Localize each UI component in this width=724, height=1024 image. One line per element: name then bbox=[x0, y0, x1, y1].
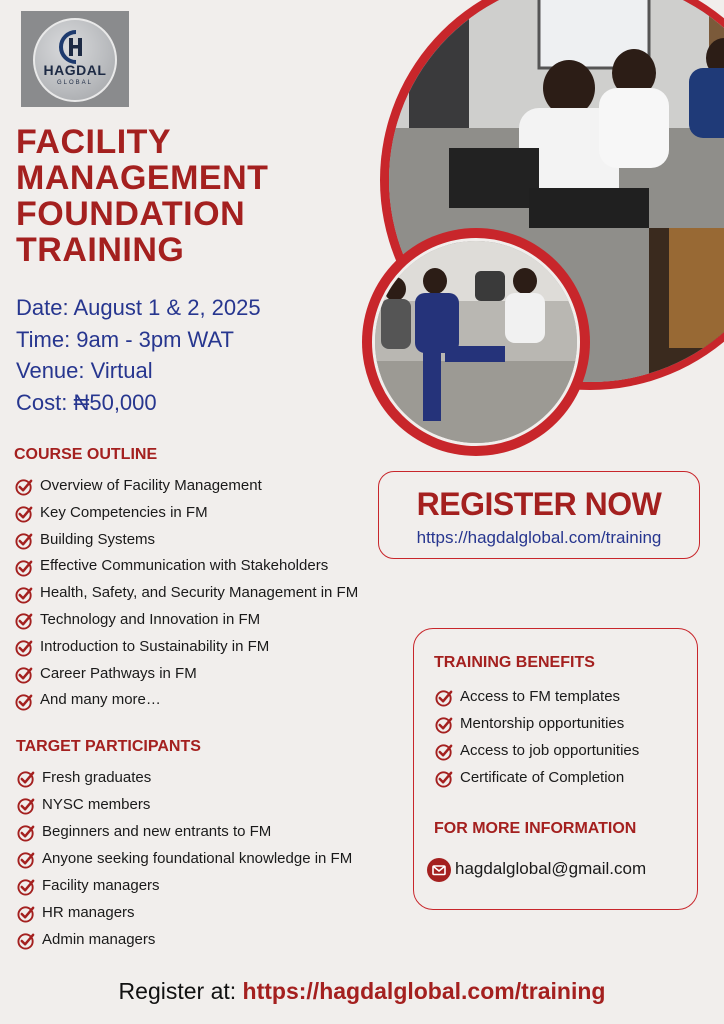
list-item-label: Overview of Facility Management bbox=[40, 477, 262, 494]
training-benefits-list bbox=[435, 683, 639, 791]
check-circle-icon bbox=[15, 692, 34, 711]
footer-register bbox=[0, 978, 724, 1005]
list-item-label: Admin managers bbox=[42, 931, 156, 948]
check-circle-icon bbox=[15, 531, 34, 550]
page-title bbox=[16, 124, 336, 268]
list-item bbox=[15, 553, 358, 580]
check-circle-icon bbox=[435, 769, 454, 788]
check-circle-icon bbox=[15, 558, 34, 577]
list-item-label: Fresh graduates bbox=[42, 769, 152, 786]
check-circle-icon bbox=[15, 477, 34, 496]
logo-subtitle: GLOBAL bbox=[56, 80, 93, 86]
event-venue: Venue: Virtual bbox=[16, 358, 153, 383]
title-line: TRAINING bbox=[16, 231, 185, 269]
list-item-label: Technology and Innovation in FM bbox=[40, 610, 261, 628]
list-item-label: Access to FM templates bbox=[460, 688, 621, 705]
register-link[interactable]: https://hagdalglobal.com/training bbox=[416, 528, 662, 547]
list-item bbox=[17, 872, 352, 899]
course-outline-list bbox=[15, 473, 358, 714]
list-item-label: And many more… bbox=[40, 691, 161, 709]
list-item bbox=[17, 926, 352, 953]
check-circle-icon bbox=[435, 715, 454, 734]
check-circle-icon bbox=[17, 931, 36, 950]
check-circle-icon bbox=[15, 504, 34, 523]
list-item bbox=[15, 580, 358, 607]
title-line: FOUNDATION bbox=[16, 195, 246, 233]
title-line: MANAGEMENT bbox=[16, 159, 269, 197]
list-item-label: Mentorship opportunities bbox=[460, 715, 625, 732]
check-circle-icon bbox=[17, 877, 36, 896]
logo-badge bbox=[33, 18, 117, 102]
training-photo-small bbox=[372, 238, 580, 446]
target-participants-heading: TARGET PARTICIPANTS bbox=[16, 738, 201, 755]
check-circle-icon bbox=[17, 850, 36, 869]
list-item bbox=[17, 818, 352, 845]
check-circle-icon bbox=[15, 611, 34, 630]
list-item bbox=[15, 527, 358, 554]
list-item-label: Certificate of Completion bbox=[460, 769, 625, 786]
list-item bbox=[435, 710, 639, 737]
list-item-label: Anyone seeking foundational knowledge in FM bbox=[42, 850, 353, 867]
list-item-label: NYSC members bbox=[42, 796, 151, 813]
check-circle-icon bbox=[15, 638, 34, 657]
list-item-label: HR managers bbox=[42, 904, 135, 921]
list-item bbox=[17, 764, 352, 791]
check-circle-icon bbox=[15, 585, 34, 604]
footer-link[interactable]: https://hagdalglobal.com/training bbox=[242, 978, 606, 1004]
check-circle-icon bbox=[17, 769, 36, 788]
check-circle-icon bbox=[17, 796, 36, 815]
list-item bbox=[17, 791, 352, 818]
event-cost: Cost: ₦50,000 bbox=[16, 389, 157, 415]
list-item-label: Beginners and new entrants to FM bbox=[42, 823, 272, 840]
list-item-label: Building Systems bbox=[40, 530, 156, 548]
list-item bbox=[15, 500, 358, 527]
list-item bbox=[15, 634, 358, 661]
training-benefits-heading: TRAINING BENEFITS bbox=[434, 654, 595, 671]
title-line: FACILITY bbox=[16, 123, 172, 161]
list-item bbox=[15, 661, 358, 688]
list-item bbox=[15, 473, 358, 500]
logo-name: HAGDAL bbox=[43, 62, 107, 78]
email-icon bbox=[427, 858, 451, 882]
list-item-label: Effective Communication with Stakeholders bbox=[40, 557, 329, 575]
logo bbox=[21, 11, 129, 107]
contact-email[interactable]: hagdalglobal@gmail.com bbox=[455, 859, 647, 878]
list-item-label: Key Competencies in FM bbox=[40, 503, 208, 521]
list-item bbox=[15, 687, 358, 714]
list-item-label: Career Pathways in FM bbox=[40, 664, 197, 682]
check-circle-icon bbox=[435, 742, 454, 761]
list-item-label: Facility managers bbox=[42, 877, 160, 894]
footer-prefix: Register at: bbox=[118, 978, 243, 1004]
course-outline-heading: COURSE OUTLINE bbox=[14, 446, 158, 463]
list-item bbox=[435, 683, 639, 710]
list-item bbox=[17, 845, 352, 872]
list-item-label: Health, Safety, and Security Management in FM bbox=[40, 584, 359, 602]
target-participants-list bbox=[17, 764, 352, 953]
benefits-box bbox=[413, 628, 698, 910]
list-item-label: Access to job opportunities bbox=[460, 742, 640, 759]
list-item bbox=[17, 899, 352, 926]
list-item bbox=[435, 764, 639, 791]
register-now-heading: REGISTER NOW bbox=[416, 486, 662, 522]
list-item bbox=[15, 607, 358, 634]
check-circle-icon bbox=[435, 688, 454, 707]
more-info-heading: FOR MORE INFORMATION bbox=[434, 820, 637, 837]
register-box[interactable] bbox=[378, 471, 700, 559]
list-item bbox=[435, 737, 639, 764]
event-date: Date: August 1 & 2, 2025 bbox=[16, 295, 261, 320]
check-circle-icon bbox=[15, 665, 34, 684]
check-circle-icon bbox=[17, 823, 36, 842]
hagdal-logo-icon bbox=[57, 30, 95, 64]
check-circle-icon bbox=[17, 904, 36, 923]
event-time: Time: 9am - 3pm WAT bbox=[16, 326, 234, 352]
event-details bbox=[16, 292, 261, 418]
list-item-label: Introduction to Sustainability in FM bbox=[40, 637, 270, 655]
